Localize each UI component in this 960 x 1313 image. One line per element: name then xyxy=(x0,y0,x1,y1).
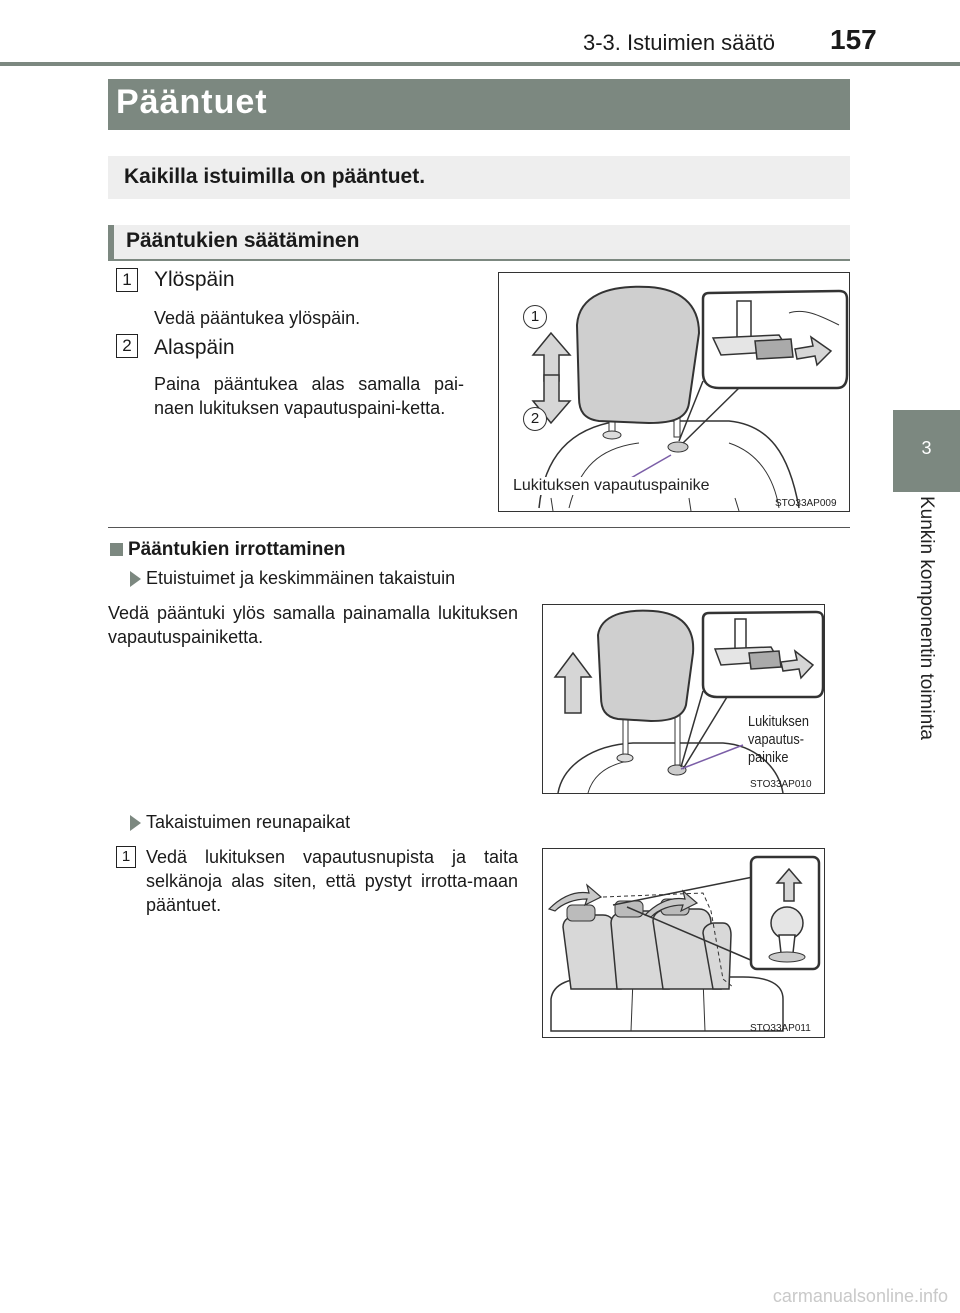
page-title: Pääntuet xyxy=(116,83,268,121)
step-heading: Alaspäin xyxy=(154,336,235,359)
figure-code: STO33AP010 xyxy=(750,779,812,790)
headrest-removal-figure xyxy=(542,604,825,794)
release-button-label-line: vapautus- xyxy=(748,731,804,748)
intro-text: Kaikilla istuimilla on pääntuet. xyxy=(124,165,426,188)
chapter-caption: Kunkin komponentin toiminta xyxy=(916,496,937,740)
step-text: Vedä pääntukea ylöspäin. xyxy=(154,308,361,328)
release-button-label-line: painike xyxy=(748,749,789,766)
square-bullet-icon xyxy=(110,543,123,556)
chapter-number: 3 xyxy=(921,438,932,458)
step-heading: Ylöspäin xyxy=(154,268,235,291)
removal-item-text: Vedä lukituksen vapautusnupista ja taita selkänoja alas siten, että pystyt irrotta-maan pääntuet. xyxy=(146,847,518,915)
removal-item-label: Takaistuimen reunapaikat xyxy=(146,812,351,832)
subheading-rule xyxy=(108,259,850,261)
chapter-tab xyxy=(893,410,960,492)
figure-code: STO33AP009 xyxy=(775,498,837,509)
removal-item-text: Vedä pääntuki ylös samalla painamalla lukituksen vapautuspainiketta. xyxy=(108,603,518,647)
page-number: 157 xyxy=(830,24,877,55)
triangle-bullet-icon xyxy=(130,571,141,587)
section-reference: 3-3. Istuimien säätö xyxy=(583,30,775,55)
subheading-text: Pääntukien säätäminen xyxy=(126,229,360,252)
callout-up-number: 1 xyxy=(523,305,547,329)
rear-seat-illustration xyxy=(543,849,825,1038)
step-number-badge: 2 xyxy=(116,334,138,358)
figure-code: STO33AP011 xyxy=(750,1023,811,1034)
title-bar xyxy=(108,79,850,130)
release-button-label-line: Lukituksen xyxy=(748,713,809,730)
step-number-badge: 1 xyxy=(116,846,136,868)
rear-seat-figure xyxy=(542,848,825,1038)
subheading-accent xyxy=(108,225,114,259)
header-rule xyxy=(0,62,960,66)
headrest-adjust-figure xyxy=(498,272,850,512)
removal-title: Pääntukien irrottaminen xyxy=(128,539,346,560)
subheading-box xyxy=(108,225,850,259)
watermark: carmanualsonline.info xyxy=(772,1286,948,1306)
removal-item-label: Etuistuimet ja keskimmäinen takaistuin xyxy=(146,568,456,588)
callout-down-number: 2 xyxy=(523,407,547,431)
section-divider xyxy=(108,527,850,528)
release-button-label: Lukituksen vapautuspainike xyxy=(513,477,710,494)
step-number-badge: 1 xyxy=(116,268,138,292)
step-text: Paina pääntukea alas samalla pai-naen lukituksen vapautuspaini-ketta. xyxy=(154,374,464,418)
intro-box xyxy=(108,156,850,199)
triangle-bullet-icon xyxy=(130,815,141,831)
